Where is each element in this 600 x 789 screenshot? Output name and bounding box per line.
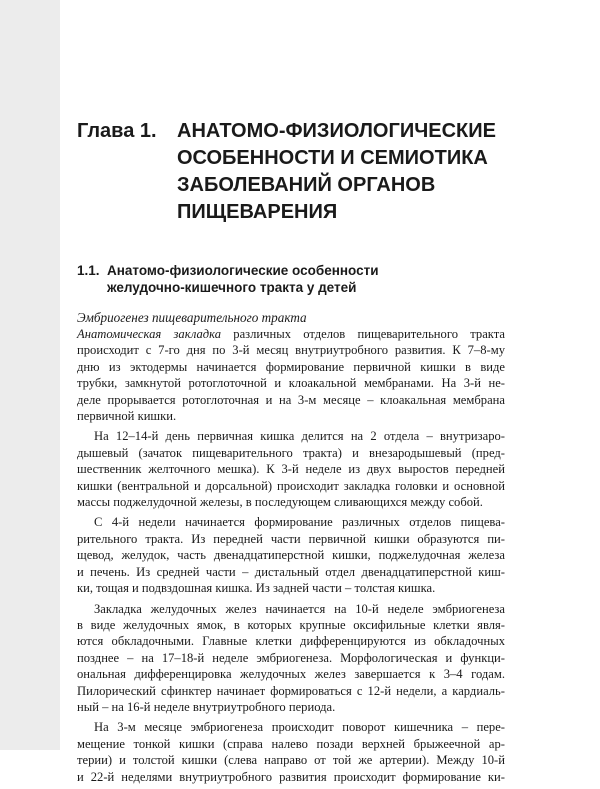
paragraph-line: терии) и толстой кишки (слева направо от той же артерии). Между 10-й: [77, 753, 505, 768]
paragraph: [77, 326, 505, 424]
paragraph-line: Пилорический сфинктер начинает формироваться с 12-й недели, а кардиаль-: [77, 683, 505, 698]
paragraph-line: щевод, желудок, часть двенадцатиперстной кишки, поджелудочная железа: [77, 548, 505, 563]
paragraph-line: дышевый (зачаток пищеварительного тракта) и внезародышевый (пред-: [77, 445, 505, 460]
paragraph-line: массы поджелудочной железы, в последующем сливающихся между собой.: [77, 495, 483, 510]
section-number: 1.1.: [77, 263, 100, 278]
subheading: Эмбриогенез пищеварительного тракта: [77, 310, 307, 325]
paragraph-line: позднее – на 17–18-й неделе эмбриогенеза. Морфологическая и функци-: [77, 650, 505, 665]
chapter-title: [77, 118, 505, 226]
paragraph-line: и печень. Из средней части – дистальный отдел двенадцатиперстной киш-: [77, 564, 505, 579]
paragraph: [77, 514, 505, 596]
paragraph-line: мещение тонкой кишки (справа налево позади верхней брыжеечной ар-: [77, 736, 505, 751]
paragraph-line: первичной кишки.: [77, 409, 177, 424]
chapter-title-line: ЗАБОЛЕВАНИЙ ОРГАНОВ: [177, 174, 436, 196]
line-text: различных отделов пищеварительного тракта: [221, 327, 505, 341]
chapter-title-line: ПИЩЕВАРЕНИЯ: [177, 201, 338, 223]
paragraph-line: в виде желудочных ямок, в которых крупные оксифильные клетки явля-: [77, 617, 505, 632]
paragraph-line: [77, 326, 505, 342]
paragraph-line: ются обкладочными. Главные клетки дифференцируются из обкладочных: [77, 634, 505, 649]
paragraph: [77, 719, 505, 785]
paragraph-line: ный – на 16-й неделе внутриутробного периода.: [77, 699, 336, 714]
chapter-label: Глава 1.: [77, 120, 157, 142]
chapter-title-line: ОСОБЕННОСТИ И СЕМИОТИКА: [177, 147, 488, 169]
section-title-line: желудочно-кишечного тракта у детей: [107, 280, 357, 295]
paragraph-line: На 3-м месяце эмбриогенеза происходит поворот кишечника – пере-: [94, 720, 505, 735]
section-title-line: Анатомо-физиологические особенности: [107, 263, 379, 278]
paragraph: [77, 601, 505, 716]
paragraph-line: шественник желточного мешка). К 3-й неделе из двух выростов передней: [77, 462, 505, 477]
paragraph-line: рительного тракта. Из передней части первичной кишки образуются пи-: [77, 531, 505, 546]
paragraph: [77, 428, 505, 510]
paragraph-line: трубки, замкнутой ротоглоточной и клоакальной мембранами. На 3-й не-: [77, 376, 505, 391]
paragraph-line: ональная дифференцировка желудочных желез завершается к 3–4 годам.: [77, 667, 505, 682]
paragraph-line: происходит с 7-го дня по 3-й месяц внутриутробного развития. К 7–8-му: [77, 343, 505, 358]
paragraph-line: дню из эктодермы начинается формирование первичной кишки в виде: [77, 359, 505, 374]
chapter-title-line: АНАТОМО-ФИЗИОЛОГИЧЕСКИЕ: [177, 120, 496, 142]
section-title: [77, 262, 505, 296]
page-content: [77, 118, 505, 789]
paragraph-line: кишки (вентральной и дорсальной) происходит закладка головки и основной: [77, 478, 505, 493]
page-spine-shadow: [0, 0, 60, 750]
paragraph-line: С 4-й недели начинается формирование различных отделов пищева-: [94, 515, 505, 530]
paragraph-line: ки, тощая и подвздошная кишка. Из задней части – толстая кишка.: [77, 581, 436, 596]
paragraph-line: Закладка желудочных желез начинается на 10-й неделе эмбриогенеза: [94, 601, 505, 616]
paragraph-line: и 22-й неделями внутриутробного развития происходит формирование ки-: [77, 769, 505, 784]
paragraph-line: На 12–14-й день первичная кишка делится на 2 отдела – внутризаро-: [94, 429, 505, 444]
paragraph-line: деле прорывается ротоглоточная и на 3-м месяце – клоакальная мембрана: [77, 392, 505, 407]
italic-term: Анатомическая закладка: [77, 327, 222, 341]
